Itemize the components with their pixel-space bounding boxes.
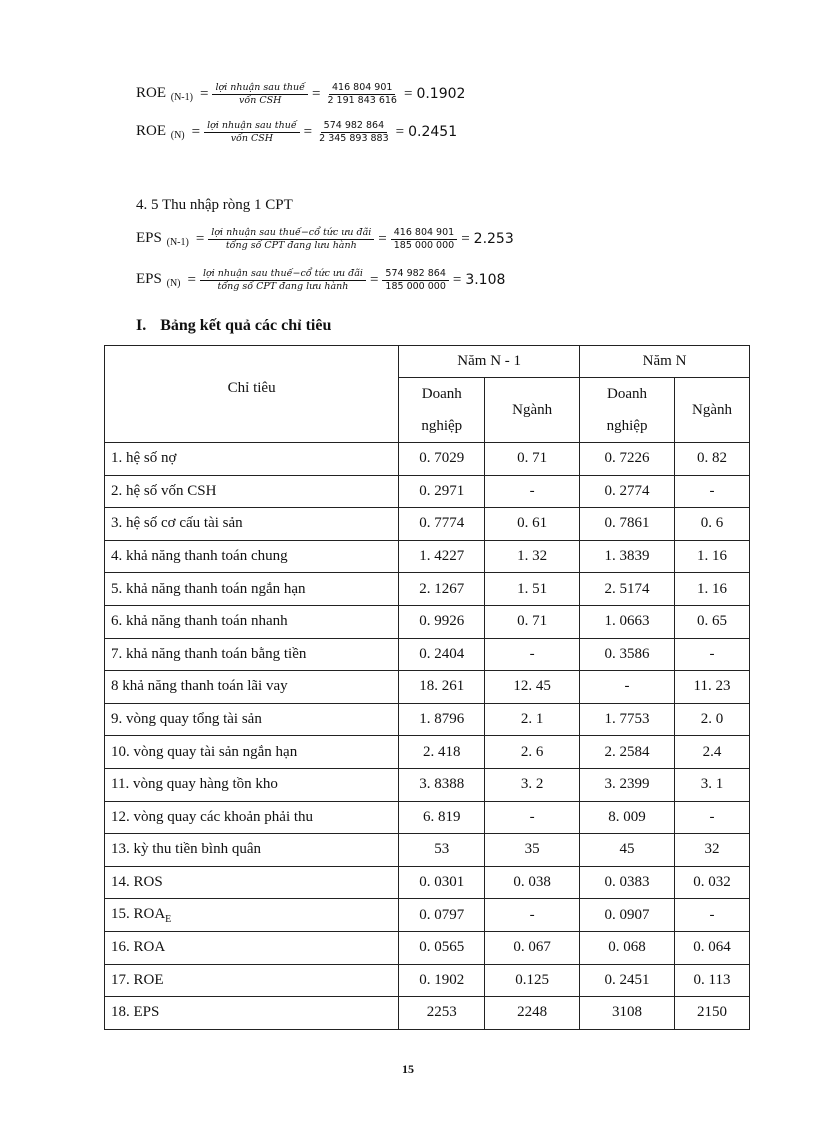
row-value: - — [675, 801, 750, 834]
row-value: - — [580, 671, 675, 704]
roe-formula-prev: ROE $_{(N-1)}$ = $\frac{\text{lợi nhuận sau thuế}}{\text{vốn CSH}}$ = $\frac{416 804 901}{2 191 843 616}$ = 0.1902 — [136, 82, 466, 106]
row-indicator: 14. ROS — [105, 866, 399, 899]
row-value: - — [485, 801, 580, 834]
row-value: 0. 038 — [485, 866, 580, 899]
table-row — [105, 573, 750, 606]
row-value: 2253 — [399, 997, 485, 1030]
table-row — [105, 605, 750, 638]
row-value: - — [485, 475, 580, 508]
row-value: 1. 4227 — [399, 540, 485, 573]
row-indicator: 3. hệ số cơ cấu tài sản — [105, 508, 399, 541]
row-indicator: 9. vòng quay tổng tài sản — [105, 703, 399, 736]
section-title-text: Bảng kết quả các chỉ tiêu — [160, 317, 332, 334]
table-row — [105, 931, 750, 964]
table-row — [105, 736, 750, 769]
header-enterprise-prev: Doanh nghiệp — [399, 378, 485, 443]
row-value: 0. 2774 — [580, 475, 675, 508]
row-indicator: 16. ROA — [105, 931, 399, 964]
header-industry-prev: Ngành — [485, 378, 580, 443]
header-year-prev: Năm N - 1 — [399, 346, 580, 378]
row-value: 11. 23 — [675, 671, 750, 704]
row-value: 0. 1902 — [399, 964, 485, 997]
row-value: 2.4 — [675, 736, 750, 769]
formula-values: $\frac{416 804 901}{2 191 843 616}$ — [327, 82, 397, 106]
row-indicator: 17. ROE — [105, 964, 399, 997]
formula-fraction: $\frac{\text{lợi nhuận sau thuế−cổ tức ưu đãi}}{\text{tổng số CPT đang lưu hành}}$ — [208, 227, 374, 252]
row-value: 0. 7029 — [399, 443, 485, 476]
row-value: 0. 2971 — [399, 475, 485, 508]
row-value: 3. 1 — [675, 768, 750, 801]
row-value: 2. 1 — [485, 703, 580, 736]
row-value: 12. 45 — [485, 671, 580, 704]
table-body — [105, 443, 750, 1030]
row-value: - — [675, 899, 750, 932]
row-value: 3. 8388 — [399, 768, 485, 801]
row-indicator: 2. hệ số vốn CSH — [105, 475, 399, 508]
table-row — [105, 638, 750, 671]
row-value: 2. 5174 — [580, 573, 675, 606]
row-value: 0. 0907 — [580, 899, 675, 932]
formula-fraction: $\frac{\text{lợi nhuận sau thuế−cổ tức ưu đãi}}{\text{tổng số CPT đang lưu hành}}$ — [200, 268, 366, 293]
row-value: 2150 — [675, 997, 750, 1030]
row-value: 1. 8796 — [399, 703, 485, 736]
row-indicator: 15. $ROA_E$ — [105, 899, 399, 932]
row-value: 0. 6 — [675, 508, 750, 541]
row-value: 0. 113 — [675, 964, 750, 997]
row-value: 0. 0797 — [399, 899, 485, 932]
formula-values: $\frac{416 804 901}{185 000 000}$ — [391, 227, 457, 252]
row-value: 6. 819 — [399, 801, 485, 834]
formula-values: $\frac{574 982 864}{2 345 893 883}$ — [319, 120, 389, 144]
formula-fraction: $\frac{\text{lợi nhuận sau thuế}}{\text{vốn CSH}}$ — [204, 120, 300, 145]
table-row — [105, 475, 750, 508]
section-numeral: I. — [136, 317, 147, 334]
row-indicator: 7. khả năng thanh toán bằng tiền — [105, 638, 399, 671]
table-row — [105, 768, 750, 801]
row-value: 0. 9926 — [399, 605, 485, 638]
row-value: 3108 — [580, 997, 675, 1030]
eps-formula-prev: EPS $_{(N-1)}$ = $\frac{\text{lợi nhuận sau thuế−cổ tức ưu đãi}}{\text{tổng số CPT đang lưu hành}}$ = $\frac{416 804 901}{185 000 000}$ = 2.253 — [136, 227, 514, 251]
formula-result: 2.253 — [473, 231, 514, 248]
row-value: 2. 0 — [675, 703, 750, 736]
row-value: 35 — [485, 834, 580, 867]
row-value: 0. 7226 — [580, 443, 675, 476]
results-table — [104, 345, 750, 1030]
row-indicator: 10. vòng quay tài sản ngắn hạn — [105, 736, 399, 769]
row-value: 0. 0383 — [580, 866, 675, 899]
row-value: 0. 067 — [485, 931, 580, 964]
row-value: - — [485, 638, 580, 671]
formula-result: 0.2451 — [408, 124, 458, 141]
table-row — [105, 671, 750, 704]
row-indicator: 18. EPS — [105, 997, 399, 1030]
header-enterprise-curr: Doanh nghiệp — [580, 378, 675, 443]
row-value: 1. 32 — [485, 540, 580, 573]
row-value: 1. 51 — [485, 573, 580, 606]
row-value: 1. 16 — [675, 573, 750, 606]
eps-formula-curr: EPS $_{(N)}$ = $\frac{\text{lợi nhuận sau thuế−cổ tức ưu đãi}}{\text{tổng số CPT đang lưu hành}}$ = $\frac{574 982 864}{185 000 000}$ = 3.108 — [136, 268, 506, 292]
table-row — [105, 834, 750, 867]
section-title — [136, 317, 331, 335]
row-value: 0.125 — [485, 964, 580, 997]
row-value: 0. 65 — [675, 605, 750, 638]
row-value: - — [675, 638, 750, 671]
row-indicator: 8 khả năng thanh toán lãi vay — [105, 671, 399, 704]
header-year-curr: Năm N — [580, 346, 750, 378]
table-row — [105, 540, 750, 573]
row-value: 45 — [580, 834, 675, 867]
row-value: 0. 3586 — [580, 638, 675, 671]
row-value: 32 — [675, 834, 750, 867]
table-row — [105, 703, 750, 736]
formula-fraction: $\frac{\text{lợi nhuận sau thuế}}{\text{vốn CSH}}$ — [212, 82, 308, 107]
row-value: 3. 2 — [485, 768, 580, 801]
row-value: 2. 418 — [399, 736, 485, 769]
row-value: 2. 2584 — [580, 736, 675, 769]
roe-formula-curr: ROE $_{(N)}$ = $\frac{\text{lợi nhuận sau thuế}}{\text{vốn CSH}}$ = $\frac{574 982 864}{2 345 893 883}$ = 0.2451 — [136, 120, 458, 144]
row-value: 0. 2451 — [580, 964, 675, 997]
table-row — [105, 899, 750, 932]
row-value: 1. 0663 — [580, 605, 675, 638]
row-value: 2248 — [485, 997, 580, 1030]
row-value: 0. 032 — [675, 866, 750, 899]
row-value: - — [675, 475, 750, 508]
eps-heading: 4. 5 Thu nhập ròng 1 CPT — [136, 197, 293, 213]
row-value: 0. 0301 — [399, 866, 485, 899]
row-value: 0. 71 — [485, 605, 580, 638]
row-value: 53 — [399, 834, 485, 867]
row-indicator: 1. hệ số nợ — [105, 443, 399, 476]
header-industry-curr: Ngành — [675, 378, 750, 443]
row-value: 1. 7753 — [580, 703, 675, 736]
formula-label: EPS $_{(N)}$ — [136, 271, 181, 290]
row-value: 0. 064 — [675, 931, 750, 964]
table-row — [105, 997, 750, 1030]
table-row — [105, 964, 750, 997]
row-indicator: 13. kỳ thu tiền bình quân — [105, 834, 399, 867]
formula-result: 3.108 — [465, 272, 506, 289]
row-value: 0. 61 — [485, 508, 580, 541]
row-indicator: 4. khả năng thanh toán chung — [105, 540, 399, 573]
formula-result: 0.1902 — [416, 86, 466, 103]
formula-values: $\frac{574 982 864}{185 000 000}$ — [382, 268, 448, 293]
row-value: 2. 6 — [485, 736, 580, 769]
table-row — [105, 866, 750, 899]
row-value: 2. 1267 — [399, 573, 485, 606]
row-value: - — [485, 899, 580, 932]
page-number: 15 — [402, 1062, 414, 1076]
row-value: 3. 2399 — [580, 768, 675, 801]
row-value: 0. 7774 — [399, 508, 485, 541]
table-row — [105, 801, 750, 834]
row-value: 1. 3839 — [580, 540, 675, 573]
row-value: 18. 261 — [399, 671, 485, 704]
row-value: 0. 068 — [580, 931, 675, 964]
formula-label: ROE $_{(N)}$ — [136, 123, 185, 142]
row-value: 0. 2404 — [399, 638, 485, 671]
header-indicator: Chỉ tiêu — [105, 346, 399, 443]
row-value: 0. 7861 — [580, 508, 675, 541]
table-row — [105, 508, 750, 541]
row-indicator: 5. khả năng thanh toán ngắn hạn — [105, 573, 399, 606]
table-row — [105, 443, 750, 476]
row-value: 0. 71 — [485, 443, 580, 476]
row-value: 0. 82 — [675, 443, 750, 476]
row-value: 8. 009 — [580, 801, 675, 834]
formula-label: EPS $_{(N-1)}$ — [136, 230, 189, 249]
row-indicator: 6. khả năng thanh toán nhanh — [105, 605, 399, 638]
formula-label: ROE $_{(N-1)}$ — [136, 85, 193, 104]
row-indicator: 12. vòng quay các khoản phải thu — [105, 801, 399, 834]
row-indicator: 11. vòng quay hàng tồn kho — [105, 768, 399, 801]
row-value: 0. 0565 — [399, 931, 485, 964]
row-value: 1. 16 — [675, 540, 750, 573]
